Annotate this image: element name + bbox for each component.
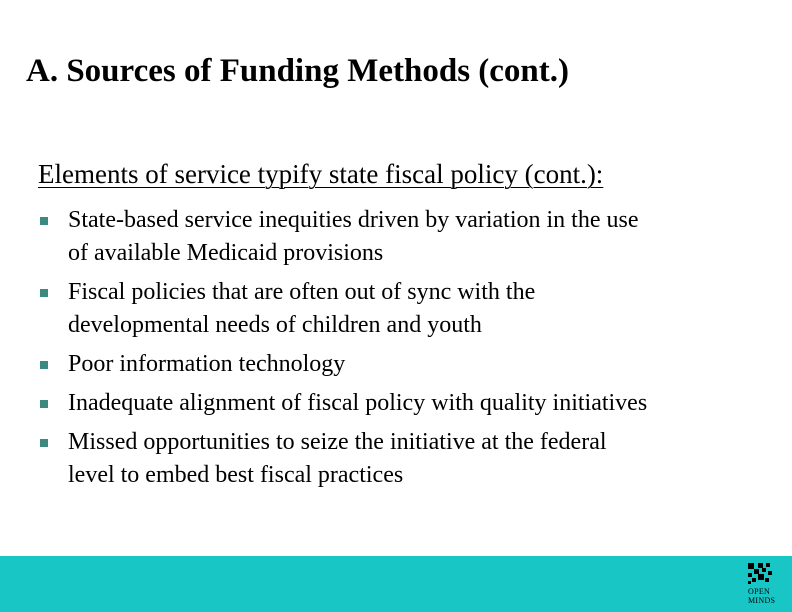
square-bullet-icon [40, 217, 48, 225]
bullet-list [38, 204, 778, 498]
logo-line: OPEN [748, 587, 771, 596]
bullet-item [38, 204, 778, 270]
square-bullet-icon [40, 439, 48, 447]
bullet-line: level to embed best fiscal practices [68, 462, 404, 488]
bullet-line: developmental needs of children and youth [68, 312, 482, 338]
slide-subheading: Elements of service typify state fiscal policy (cont.): [38, 159, 604, 189]
bullet-item [38, 426, 778, 492]
bullet-line: of available Medicaid provisions [68, 240, 384, 266]
bullet-line: State-based service inequities driven by variation in the use [68, 207, 639, 233]
bullet-line: Fiscal policies that are often out of sync with the [68, 279, 536, 305]
square-bullet-icon [40, 400, 48, 408]
logo-line: MINDS [748, 596, 776, 605]
logo-wordmark [748, 587, 778, 605]
open-minds-logo [748, 563, 778, 609]
bullet-item [38, 387, 778, 420]
bullet-item [38, 276, 778, 342]
bullet-line: Poor information technology [68, 351, 346, 377]
bullet-line: Missed opportunities to seize the initiative at the federal [68, 429, 607, 455]
footer-bar [0, 556, 792, 612]
square-bullet-icon [40, 289, 48, 297]
bullet-line: Inadequate alignment of fiscal policy with quality initiatives [68, 390, 648, 416]
square-bullet-icon [40, 361, 48, 369]
logo-grid-icon [748, 563, 774, 585]
slide-title: A. Sources of Funding Methods (cont.) [26, 53, 570, 89]
bullet-item [38, 348, 778, 381]
